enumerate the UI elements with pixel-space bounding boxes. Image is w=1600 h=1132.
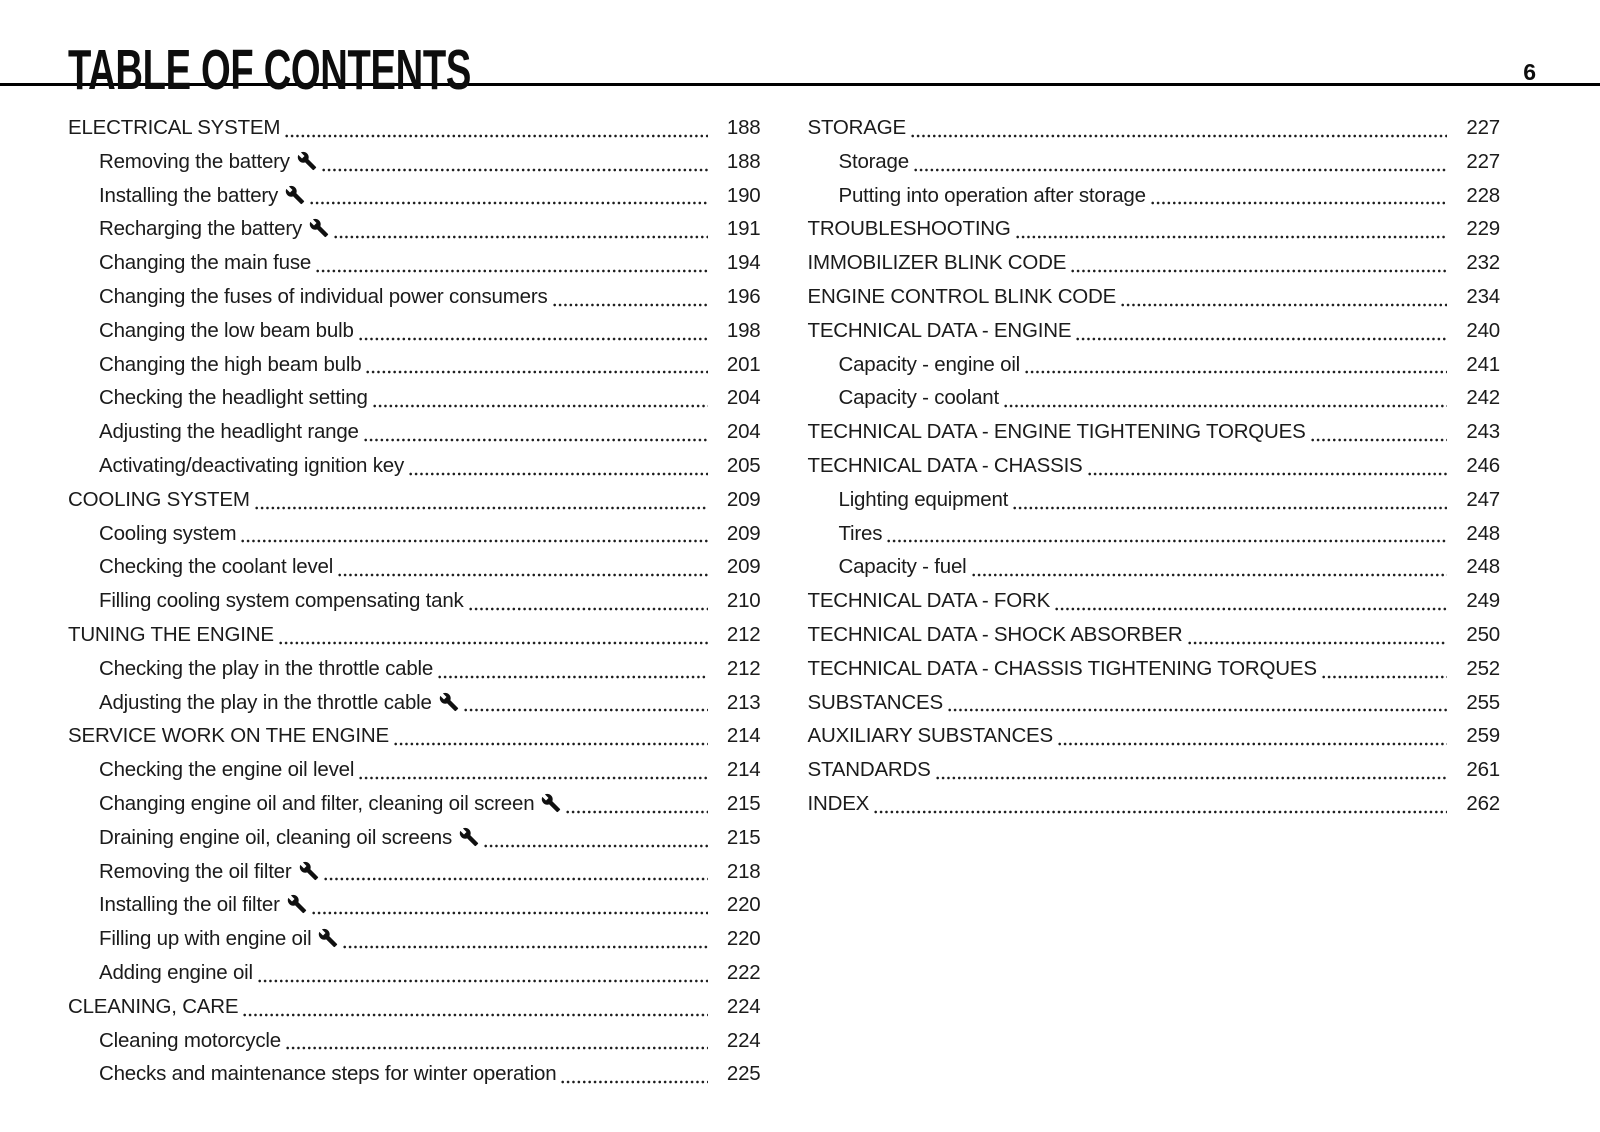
toc-entry	[68, 348, 761, 382]
toc-entry-page: 249	[1466, 589, 1500, 613]
dot-leader	[372, 381, 708, 415]
dot-leader	[358, 314, 708, 348]
toc-entry-label: INDEX	[807, 791, 870, 815]
toc-entry-label: IMMOBILIZER BLINK CODE	[807, 251, 1067, 275]
toc-entry-label: Filling up with engine oil	[99, 927, 312, 951]
toc-entry	[68, 415, 761, 449]
dot-leader	[321, 145, 708, 179]
dot-leader	[363, 415, 708, 449]
toc-entry-label: Adjusting the headlight range	[99, 420, 359, 444]
wrench-icon	[299, 855, 319, 889]
toc-entry-page: 232	[1466, 251, 1500, 275]
toc-entry	[68, 787, 761, 821]
toc-entry-page: 255	[1466, 690, 1500, 714]
dot-leader	[483, 821, 707, 855]
toc-entry-page: 224	[726, 1028, 761, 1052]
toc-entry-label: Checking the play in the throttle cable	[99, 656, 434, 680]
toc-entry-page: 242	[1466, 386, 1500, 410]
toc-entry-page: 241	[1466, 352, 1500, 376]
dot-leader	[565, 787, 707, 821]
toc-entry-page: 204	[726, 420, 761, 444]
toc-entry-page: 248	[1466, 555, 1500, 579]
toc-entry-label: COOLING SYSTEM	[68, 487, 250, 511]
toc-entry	[808, 246, 1501, 280]
dot-leader	[315, 246, 707, 280]
toc-entry-page: 210	[726, 589, 761, 613]
dot-leader	[365, 348, 707, 382]
toc-entry	[68, 314, 761, 348]
dot-leader	[873, 787, 1447, 821]
toc-entry-page: 215	[726, 791, 761, 815]
dot-leader	[1024, 348, 1447, 382]
toc-entry-page: 246	[1466, 453, 1500, 477]
toc-entry-page: 191	[726, 217, 761, 241]
dot-leader	[342, 922, 707, 956]
toc-entry-label: Filling cooling system compensating tank	[99, 589, 464, 613]
dot-leader	[971, 550, 1447, 584]
toc-entry	[808, 550, 1501, 584]
toc-entry	[68, 584, 761, 618]
toc-entry	[68, 1024, 761, 1058]
toc-entry-page: 250	[1466, 622, 1500, 646]
toc-entry-page: 224	[726, 994, 761, 1018]
toc-entry	[808, 449, 1501, 483]
toc-entry-page: 243	[1466, 420, 1500, 444]
toc-entry-page: 222	[726, 960, 761, 984]
toc-entry	[808, 179, 1501, 213]
toc-entry-page: 228	[1466, 183, 1500, 207]
dot-leader	[1187, 618, 1447, 652]
dot-leader	[560, 1057, 707, 1091]
dot-leader	[323, 855, 708, 889]
dot-leader	[1070, 246, 1447, 280]
toc-entry-page: 215	[726, 825, 761, 849]
toc-entry-page: 261	[1466, 758, 1500, 782]
dot-leader	[1057, 719, 1447, 753]
wrench-icon	[459, 821, 479, 855]
toc-entry-label: Checks and maintenance steps for winter operation	[99, 1062, 557, 1086]
toc-entry-label: Removing the oil filter	[99, 859, 292, 883]
toc-entry-page: 188	[726, 149, 761, 173]
toc-column-left	[68, 111, 761, 1091]
toc-entry-page: 201	[726, 352, 761, 376]
toc-entry	[68, 888, 761, 922]
toc-entry-label: ELECTRICAL SYSTEM	[68, 116, 281, 139]
toc-entry	[68, 111, 761, 145]
dot-leader	[935, 753, 1447, 787]
toc-entry	[68, 1057, 761, 1091]
toc-entry	[68, 449, 761, 483]
toc-entry-page: 247	[1466, 487, 1500, 511]
toc-entry-page: 262	[1466, 791, 1500, 815]
toc-entry-label: Adjusting the play in the throttle cable	[99, 690, 432, 714]
toc-entry	[808, 517, 1501, 551]
toc-entry	[808, 753, 1501, 787]
toc-entry	[68, 821, 761, 855]
toc-entry-label: Storage	[838, 149, 909, 173]
toc-entry-label: Adding engine oil	[99, 960, 253, 984]
toc-entry-label: Checking the engine oil level	[99, 758, 355, 782]
toc-entry-page: 214	[726, 758, 761, 782]
toc-entry-page: 209	[726, 555, 761, 579]
toc-entry	[808, 280, 1501, 314]
dot-leader	[254, 483, 708, 517]
toc-entry-page: 225	[726, 1062, 761, 1086]
dot-leader	[1075, 314, 1447, 348]
wrench-icon	[318, 922, 338, 956]
dot-leader	[309, 179, 707, 213]
toc-entry	[68, 212, 761, 246]
toc-entry-page: 214	[726, 724, 761, 748]
toc-entry	[808, 719, 1501, 753]
dot-leader	[1120, 280, 1447, 314]
toc-entry	[68, 990, 761, 1024]
toc-entry-label: Cleaning motorcycle	[99, 1028, 281, 1052]
dot-leader	[240, 517, 707, 551]
dot-leader	[257, 956, 708, 990]
toc-entry-page: 220	[726, 927, 761, 951]
dot-leader	[947, 686, 1447, 720]
toc-entry-label: Checking the headlight setting	[99, 386, 368, 410]
toc-entry-page: 213	[726, 690, 761, 714]
toc-entry-page: 259	[1466, 724, 1500, 748]
toc-entry-label: TROUBLESHOOTING	[807, 217, 1011, 241]
dot-leader	[910, 111, 1447, 145]
toc-entry-page: 190	[726, 183, 761, 207]
toc-entry-label: TECHNICAL DATA - ENGINE TIGHTENING TORQUES	[807, 420, 1306, 444]
toc-entry	[68, 686, 761, 720]
toc-entry	[68, 179, 761, 213]
toc-entry-label: Capacity - coolant	[838, 386, 999, 410]
wrench-icon	[541, 787, 561, 821]
toc-entry-page: 209	[726, 521, 761, 545]
toc-entry-page: 227	[1466, 149, 1500, 173]
dot-leader	[1150, 179, 1447, 213]
toc-entry-page: 229	[1466, 217, 1500, 241]
toc-entry-label: ENGINE CONTROL BLINK CODE	[807, 284, 1117, 308]
dot-leader	[337, 550, 707, 584]
page-title: TABLE OF CONTENTS	[68, 38, 472, 102]
wrench-icon	[297, 145, 317, 179]
dot-leader	[1003, 381, 1447, 415]
toc-entry	[808, 381, 1501, 415]
toc-entry-label: Capacity - engine oil	[838, 352, 1021, 376]
toc-entry	[68, 483, 761, 517]
dot-leader	[913, 145, 1447, 179]
dot-leader	[1015, 212, 1447, 246]
toc-entry	[68, 652, 761, 686]
toc-entry-label: Tires	[838, 521, 883, 545]
toc-entry-page: 227	[1466, 116, 1500, 139]
toc-body	[0, 86, 1600, 1091]
toc-entry-page: 234	[1466, 284, 1500, 308]
wrench-icon	[287, 888, 307, 922]
dot-leader	[1321, 652, 1447, 686]
toc-entry	[808, 145, 1501, 179]
dot-leader	[311, 888, 708, 922]
dot-leader	[284, 111, 707, 145]
toc-entry-label: Capacity - fuel	[838, 555, 967, 579]
dot-leader	[1310, 415, 1447, 449]
toc-entry	[68, 280, 761, 314]
toc-entry-label: TECHNICAL DATA - CHASSIS TIGHTENING TORQUES	[807, 656, 1317, 680]
toc-entry-label: CLEANING, CARE	[68, 994, 239, 1018]
folio-page-number: 6	[1523, 59, 1536, 85]
toc-entry-page: 188	[726, 116, 761, 139]
dot-leader	[285, 1024, 708, 1058]
dot-leader	[358, 753, 707, 787]
dot-leader	[552, 280, 708, 314]
toc-entry-label: TUNING THE ENGINE	[68, 622, 274, 646]
toc-entry-label: Removing the battery	[99, 149, 290, 173]
toc-entry	[68, 922, 761, 956]
dot-leader	[1054, 584, 1447, 618]
toc-entry-label: Putting into operation after storage	[838, 183, 1146, 207]
dot-leader	[393, 719, 708, 753]
toc-entry-page: 212	[726, 622, 761, 646]
toc-entry	[68, 956, 761, 990]
toc-entry-label: TECHNICAL DATA - CHASSIS	[807, 453, 1083, 477]
dot-leader	[278, 618, 708, 652]
toc-entry	[808, 111, 1501, 145]
toc-entry-label: Changing the high beam bulb	[99, 352, 362, 376]
toc-entry-page: 196	[726, 284, 761, 308]
toc-entry	[808, 618, 1501, 652]
dot-leader	[333, 212, 707, 246]
toc-entry	[68, 246, 761, 280]
toc-entry-page: 198	[726, 318, 761, 342]
toc-entry-page: 212	[726, 656, 761, 680]
toc-entry-label: TECHNICAL DATA - FORK	[807, 589, 1051, 613]
toc-column-right	[808, 111, 1501, 1091]
toc-entry-label: Changing engine oil and filter, cleaning oil screen	[99, 791, 535, 815]
toc-entry-label: Changing the main fuse	[99, 251, 312, 275]
toc-entry	[68, 381, 761, 415]
toc-entry	[68, 753, 761, 787]
toc-entry-page: 218	[726, 859, 761, 883]
toc-entry	[808, 415, 1501, 449]
toc-entry-label: STANDARDS	[807, 758, 931, 782]
toc-entry	[68, 855, 761, 889]
toc-entry	[68, 517, 761, 551]
toc-entry-page: 248	[1466, 521, 1500, 545]
toc-entry-label: Checking the coolant level	[99, 555, 334, 579]
toc-entry-page: 252	[1466, 656, 1500, 680]
page-header	[0, 0, 1600, 102]
dot-leader	[408, 449, 707, 483]
dot-leader	[1087, 449, 1447, 483]
toc-entry-page: 205	[726, 453, 761, 477]
dot-leader	[242, 990, 707, 1024]
toc-entry-label: AUXILIARY SUBSTANCES	[807, 724, 1054, 748]
toc-entry	[808, 483, 1501, 517]
toc-entry-page: 209	[726, 487, 761, 511]
toc-entry-label: TECHNICAL DATA - ENGINE	[807, 318, 1072, 342]
toc-entry	[68, 550, 761, 584]
dot-leader	[468, 584, 708, 618]
toc-entry-page: 204	[726, 386, 761, 410]
dot-leader	[437, 652, 707, 686]
toc-entry-page: 220	[726, 893, 761, 917]
toc-entry	[808, 686, 1501, 720]
toc-entry-label: SERVICE WORK ON THE ENGINE	[68, 724, 389, 748]
toc-entry	[808, 584, 1501, 618]
toc-entry	[808, 787, 1501, 821]
toc-entry	[68, 145, 761, 179]
toc-entry-label: Lighting equipment	[838, 487, 1009, 511]
toc-entry-label: Draining engine oil, cleaning oil screens	[99, 825, 453, 849]
toc-entry-label: TECHNICAL DATA - SHOCK ABSORBER	[807, 622, 1183, 646]
toc-entry-page: 240	[1466, 318, 1500, 342]
toc-entry-label: STORAGE	[807, 116, 906, 139]
toc-entry-label: Recharging the battery	[99, 217, 303, 241]
dot-leader	[463, 686, 708, 720]
toc-entry-page: 194	[726, 251, 761, 275]
toc-entry	[808, 652, 1501, 686]
toc-entry	[68, 719, 761, 753]
toc-entry-label: SUBSTANCES	[807, 690, 943, 714]
toc-entry	[808, 314, 1501, 348]
toc-entry-label: Installing the battery	[99, 183, 279, 207]
toc-entry-label: Cooling system	[99, 521, 237, 545]
dot-leader	[1012, 483, 1447, 517]
toc-entry-label: Installing the oil filter	[99, 893, 280, 917]
toc-entry-label: Activating/deactivating ignition key	[99, 453, 405, 477]
wrench-icon	[309, 212, 329, 246]
toc-entry	[808, 212, 1501, 246]
dot-leader	[886, 517, 1447, 551]
toc-entry	[808, 348, 1501, 382]
toc-entry	[68, 618, 761, 652]
wrench-icon	[285, 179, 305, 213]
toc-entry-label: Changing the fuses of individual power consumers	[99, 284, 548, 308]
wrench-icon	[439, 686, 459, 720]
toc-entry-label: Changing the low beam bulb	[99, 318, 354, 342]
